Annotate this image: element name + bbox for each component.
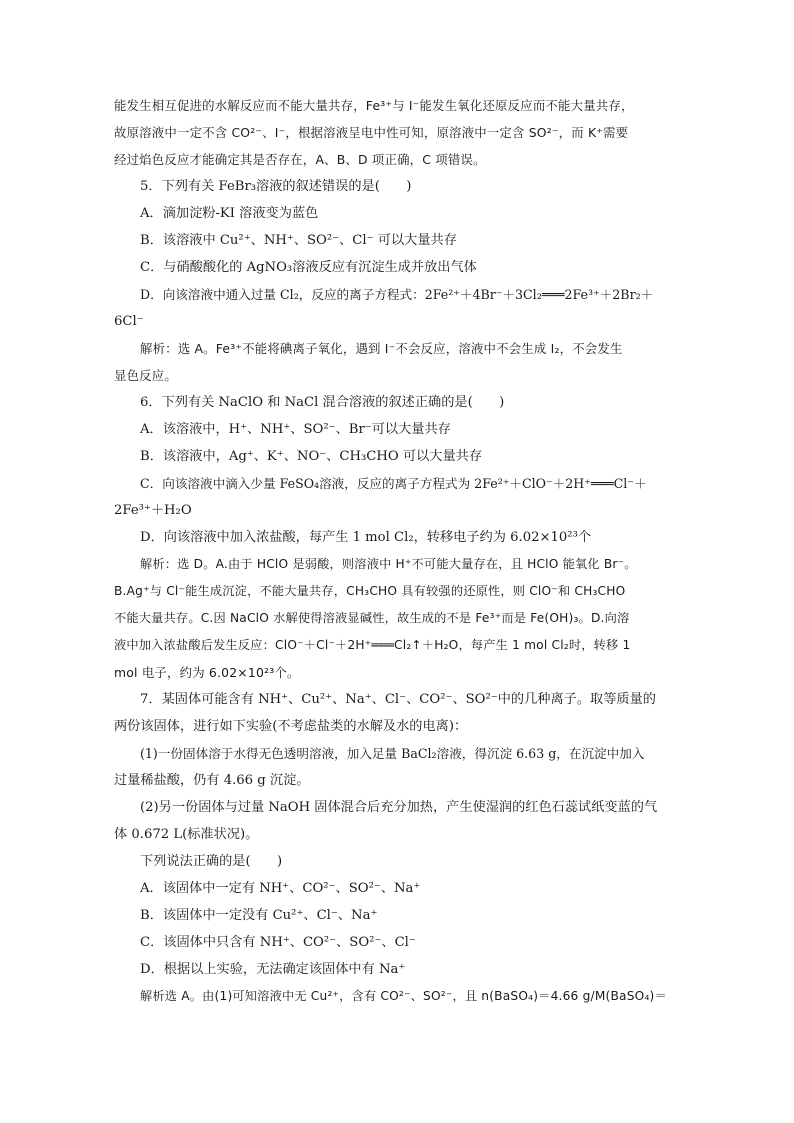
question-7-option-b: B．该固体中一定没有 Cu²⁺、Cl⁻、Na⁺ <box>140 908 378 923</box>
question-5-option-d: D．向该溶液中通入过量 Cl₂，反应的离子方程式：2Fe²⁺＋4Br⁻＋3Cl₂═══2Fe³⁺＋2Br₂＋ <box>140 287 654 302</box>
question-6-option-d: D．向该溶液中加入浓盐酸，每产生 1 mol Cl₂，转移电子约为 6.02×10²³个 <box>140 530 592 545</box>
question-6-option-a: A．该溶液中，H⁺、NH⁺、SO²⁻、Br⁻可以大量共存 <box>140 422 451 437</box>
question-6-option-c-cont: 2Fe³⁺＋H₂O <box>114 503 192 518</box>
question-6-analysis-cont: 液中加入浓盐酸后发生反应：ClO⁻＋Cl⁻＋2H⁺═══Cl₂↑＋H₂O，每产生 1 mol Cl₂时，转移 1 <box>114 638 631 652</box>
question-7-experiment-2: (2)另一份固体与过量 NaOH 固体混合后充分加热，产生使湿润的红色石蕊试纸变蓝的气 <box>140 800 658 815</box>
question-5-option-c: C．与硝酸酸化的 AgNO₃溶液反应有沉淀生成并放出气体 <box>140 260 477 275</box>
question-7-stem-cont: 两份该固体，进行如下实验(不考虑盐类的水解及水的电离)： <box>114 719 468 734</box>
document-page <box>114 92 684 1010</box>
question-7-option-c: C．该固体中只含有 NH⁺、CO²⁻、SO²⁻、Cl⁻ <box>140 935 416 950</box>
analysis-line: 能发生相互促进的水解反应而不能大量共存，Fe³⁺与 I⁻能发生氧化还原反应而不能大量共存， <box>114 98 634 113</box>
analysis-line: 故原溶液中一定不含 CO²⁻、I⁻，根据溶液呈电中性可知，原溶液中一定含 SO²⁻，而 K⁺需要 <box>114 125 629 140</box>
question-5-option-d-cont: 6Cl⁻ <box>114 314 144 329</box>
question-7-experiment-2-cont: 体 0.672 L(标准状况)。 <box>114 827 259 842</box>
question-6-option-c: C．向该溶液中滴入少量 FeSO₄溶液，反应的离子方程式为 2Fe²⁺＋ClO⁻＋2H⁺═══Cl⁻＋ <box>140 476 647 491</box>
question-5-option-b: B．该溶液中 Cu²⁺、NH⁺、SO²⁻、Cl⁻ 可以大量共存 <box>140 233 457 248</box>
question-7-prompt: 下列说法正确的是( ) <box>140 854 283 869</box>
question-6-analysis-cont: mol 电子，约为 6.02×10²³个。 <box>114 665 300 680</box>
question-5-analysis: 解析：选 A。Fe³⁺不能将碘离子氧化，遇到 I⁻不会反应，溶液中不会生成 I₂，不会发生 <box>140 341 623 356</box>
question-6-stem: 6．下列有关 NaClO 和 NaCl 混合溶液的叙述正确的是( ) <box>140 395 505 410</box>
question-7-experiment-1: (1)一份固体溶于水得无色透明溶液，加入足量 BaCl₂溶液，得沉淀 6.63 g，在沉淀中加入 <box>140 746 645 761</box>
question-7-stem: 7．某固体可能含有 NH⁺、Cu²⁺、Na⁺、Cl⁻、CO²⁻、SO²⁻中的几种离子。取等质量的 <box>140 692 656 707</box>
analysis-line: 经过焰色反应才能确定其是否存在，A、B、D 项正确，C 项错误。 <box>114 152 486 167</box>
question-5-stem: 5．下列有关 FeBr₃溶液的叙述错误的是( ) <box>140 179 412 194</box>
question-6-analysis: 解析：选 D。A.由于 HClO 是弱酸，则溶液中 H⁺不可能大量存在，且 HClO 能氧化 Br⁻。 <box>140 557 637 571</box>
question-6-analysis-cont: B.Ag⁺与 Cl⁻能生成沉淀，不能大量共存，CH₃CHO 具有较强的还原性，则 ClO⁻和 CH₃CHO <box>114 584 626 598</box>
question-7-option-a: A．该固体中一定有 NH⁺、CO²⁻、SO²⁻、Na⁺ <box>140 881 421 896</box>
question-7-analysis: 解析选 A。由(1)可知溶液中无 Cu²⁺，含有 CO²⁻、SO²⁻，且 n(BaSO₄)＝4.66 g/M(BaSO₄)＝ <box>140 989 667 1003</box>
question-6-analysis-cont: 不能大量共存。C.因 NaClO 水解使得溶液显碱性，故生成的不是 Fe³⁺而是 Fe(OH)₃。D.向溶 <box>114 611 630 625</box>
question-5-analysis-cont: 显色反应。 <box>114 368 177 383</box>
question-6-option-b: B．该溶液中，Ag⁺、K⁺、NO⁻、CH₃CHO 可以大量共存 <box>140 449 483 464</box>
question-7-option-d: D．根据以上实验，无法确定该固体中有 Na⁺ <box>140 962 406 977</box>
question-7-experiment-1-cont: 过量稀盐酸，仍有 4.66 g 沉淀。 <box>114 773 310 788</box>
question-5-option-a: A．滴加淀粉-KI 溶液变为蓝色 <box>140 206 319 221</box>
